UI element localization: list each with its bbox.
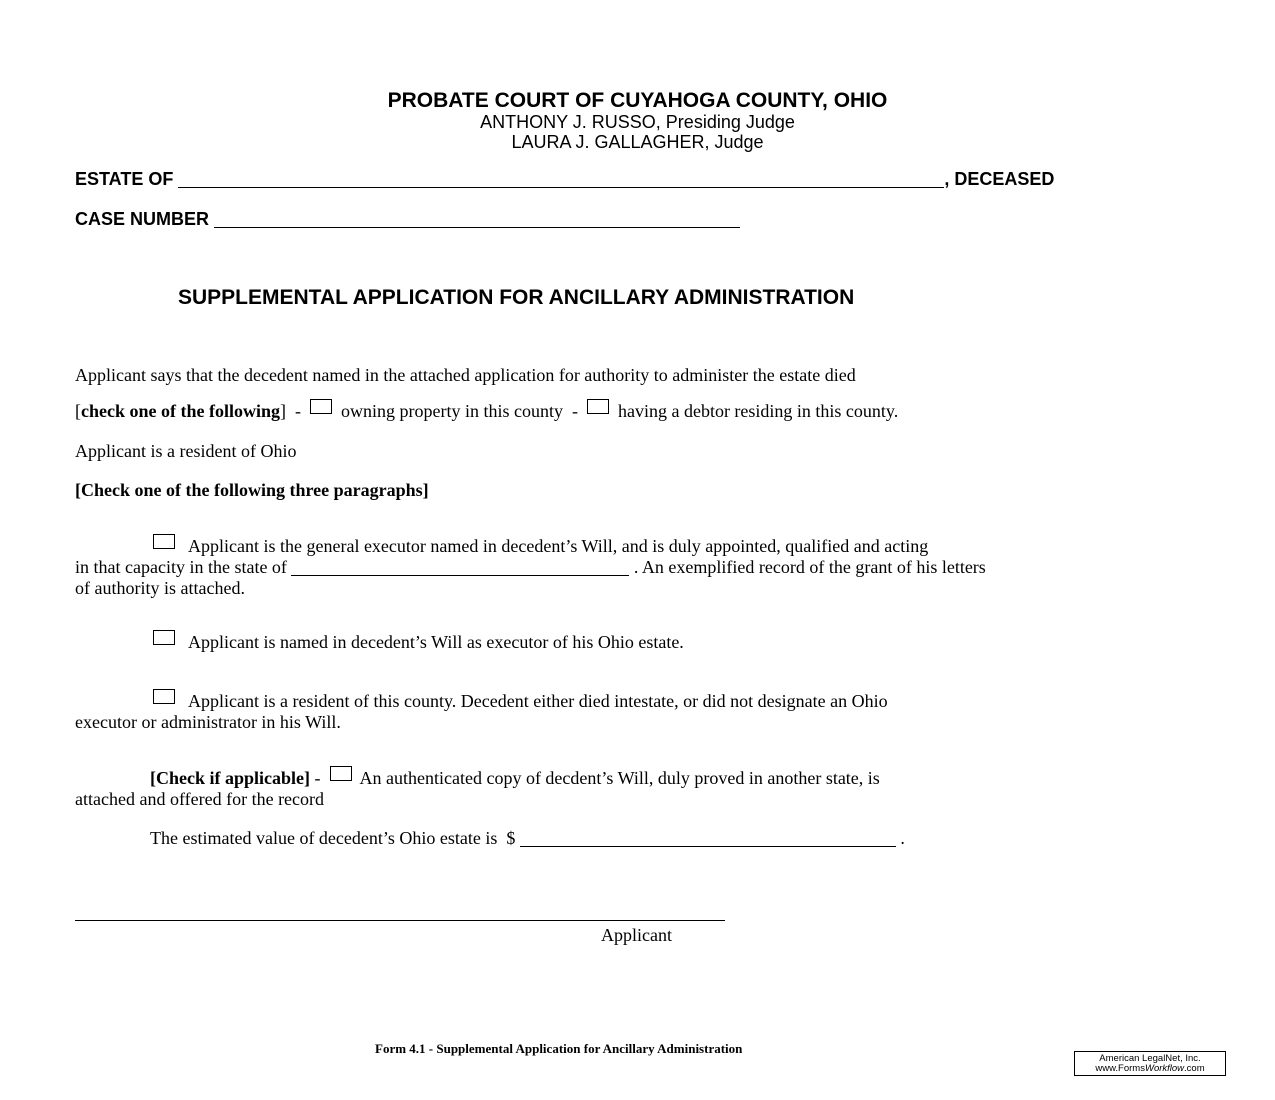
paragraph-general-executor bbox=[75, 534, 1225, 599]
applicant-signature-label: Applicant bbox=[601, 925, 672, 945]
dash: - bbox=[314, 768, 321, 788]
deceased-label: , DECEASED bbox=[944, 169, 1055, 189]
property-checkbox[interactable] bbox=[310, 399, 332, 414]
estate-row bbox=[75, 169, 1054, 190]
dash: - bbox=[294, 401, 301, 421]
para1-text: Applicant is the general executor named in decedent’s Will, and is duly appointed, qualified and acting bbox=[188, 536, 929, 556]
debtor-checkbox[interactable] bbox=[587, 399, 609, 414]
intro-options-row bbox=[75, 399, 898, 422]
para1-text-end: of authority is attached. bbox=[75, 578, 245, 598]
para1-text-cont: . An exemplified record of the grant of his letters bbox=[633, 557, 986, 577]
estate-label: ESTATE OF bbox=[75, 169, 174, 189]
para4-text: An authenticated copy of decdent’s Will, duly proved in another state, is bbox=[359, 768, 880, 788]
judge: LAURA J. GALLAGHER, Judge bbox=[511, 132, 764, 152]
american-legalnet-badge bbox=[1074, 1051, 1226, 1076]
ohio-executor-checkbox[interactable] bbox=[153, 630, 175, 645]
estimated-value-field[interactable] bbox=[520, 828, 896, 847]
para3-text: Applicant is a resident of this county. Decedent either died intestate, or did not designate an Ohio bbox=[188, 691, 888, 711]
paragraph-ohio-executor bbox=[75, 630, 1225, 653]
property-option-label: owning property in this county bbox=[340, 401, 563, 421]
para3-text-end: executor or administrator in his Will. bbox=[75, 712, 341, 732]
state-field[interactable] bbox=[291, 557, 629, 576]
estimated-value-row bbox=[150, 828, 905, 849]
resident-statement: Applicant is a resident of Ohio bbox=[75, 441, 297, 461]
presiding-judge: ANTHONY J. RUSSO, Presiding Judge bbox=[480, 112, 795, 132]
badge-line-1: American LegalNet, Inc. bbox=[1099, 1053, 1201, 1064]
intro-line: Applicant says that the decedent named in the attached application for authority to administer the estate died bbox=[75, 365, 856, 385]
estate-name-field[interactable] bbox=[178, 169, 944, 188]
dash: - bbox=[571, 401, 578, 421]
para2-text: Applicant is named in decedent’s Will as executor of his Ohio estate. bbox=[188, 632, 684, 652]
form-footer: Form 4.1 - Supplemental Application for Ancillary Administration bbox=[375, 1041, 743, 1056]
bracket-open: [ bbox=[75, 401, 81, 421]
case-number-label: CASE NUMBER bbox=[75, 209, 210, 229]
resident-checkbox[interactable] bbox=[153, 689, 175, 704]
bracket-close: ] bbox=[279, 401, 286, 421]
authenticated-will-checkbox[interactable] bbox=[330, 766, 352, 781]
paragraph-authenticated-will bbox=[75, 766, 1225, 810]
para1-state-label: in that capacity in the state of bbox=[75, 557, 287, 577]
check-three-instruction: [Check one of the following three paragraphs] bbox=[75, 480, 429, 500]
case-row bbox=[75, 209, 740, 230]
estimated-value-label: The estimated value of decedent’s Ohio estate is bbox=[150, 828, 498, 848]
check-one-label: check one of the following bbox=[81, 401, 280, 421]
case-number-field[interactable] bbox=[214, 209, 740, 228]
period: . bbox=[900, 828, 905, 848]
applicant-signature-line[interactable] bbox=[75, 904, 725, 921]
court-title: PROBATE COURT OF CUYAHOGA COUNTY, OHIO bbox=[387, 89, 888, 112]
debtor-option-label: having a debtor residing in this county. bbox=[617, 401, 899, 421]
form-title: SUPPLEMENTAL APPLICATION FOR ANCILLARY ADMINISTRATION bbox=[178, 286, 855, 309]
check-if-applicable-label: [Check if applicable] bbox=[150, 768, 310, 788]
currency-symbol: $ bbox=[506, 828, 516, 848]
badge-line-2: www.FormsWorkflow.com bbox=[1095, 1063, 1205, 1074]
paragraph-resident bbox=[75, 689, 1225, 733]
general-executor-checkbox[interactable] bbox=[153, 534, 175, 549]
para4-text-end: attached and offered for the record bbox=[75, 789, 325, 809]
